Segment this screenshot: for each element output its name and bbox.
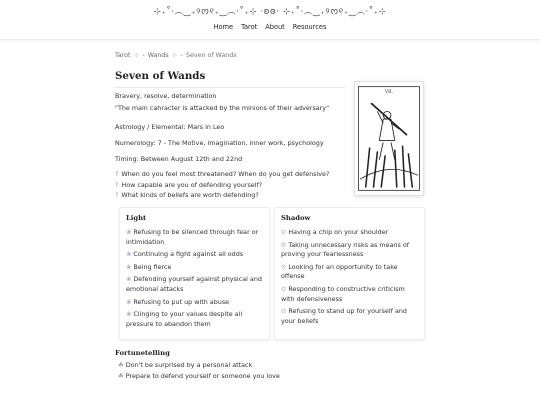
flower-icon: ❀ [126,262,132,271]
light-item-text: Being fierce [133,262,172,271]
light-title: Light [126,214,147,223]
breadcrumb-separator: ⊹ ࣪ ˖ [171,52,184,59]
shadow-item-text: Looking for an opportunity to take offense [281,262,398,281]
breadcrumb-separator: ⊹ ࣪ ˖ [133,52,145,59]
card-keywords: Bravery, resolve, determination [115,92,217,101]
main-nav [0,23,540,33]
breadcrumb [115,51,425,60]
seven-of-wands-illustration [358,85,420,192]
shadow-item-text: Taking unnecessary risks as means of proving your fearlessness [281,240,409,259]
card-astrology: Astrology / Elemental: Mars in Leo [115,122,225,131]
card-numerology: Numerology: 7 - The Motive, imagination, inner work, psychology [115,138,324,147]
question-text: What kinds of beliefs are worth defending? [121,190,259,199]
fortunetelling-section [115,349,425,383]
nav-tarot[interactable]: Tarot [241,23,258,32]
question-icon: ? [115,180,119,189]
star-outline-icon: ✩ [281,307,287,316]
list-item [126,298,263,308]
card-timing: Timing: Between August 12th and 22nd [115,155,243,164]
shadow-item-text: Responding to constructive criticism with defensiveness [281,285,405,303]
fortunetelling-list [115,360,425,382]
flower-icon: ❀ [126,275,132,284]
fortune-item-text: Don't be surprised by a personal attack [125,361,253,370]
shadow-item-text: Having a chip on your shoulder [288,228,389,237]
card-numeral: VII. [385,89,393,95]
question-text: When do you feel most threatened? When do you get defensive? [121,170,330,179]
flower-icon: ❀ [126,297,132,306]
list-item [126,275,263,294]
question-icon: ? [115,170,119,179]
list-item [281,263,418,282]
flower-icon: ❀ [126,228,132,237]
card-page [115,51,425,382]
nav-about[interactable]: About [265,23,285,32]
card-title: Seven of Wands [115,69,345,88]
shadow-title: Shadow [281,214,311,223]
flower-icon: ❀ [126,250,132,259]
fortunetelling-title: Fortunetelling [115,348,170,357]
list-item [115,371,425,382]
light-list [126,228,263,329]
shadow-list [281,228,418,326]
list-item [281,241,418,260]
light-panel [119,207,270,339]
site-logo[interactable]: ⊹₊˚‧︵‿₊୨ᰔ୧₊‿︵‧˚₊⊹ ·ʚɞ· ⊹₊˚‧︵‿₊୨ᰔ୧₊‿︵‧˚₊⊹ [153,7,387,17]
list-item [281,228,418,238]
shadow-item-text: Refusing to stand up for yourself and your beliefs [281,307,407,325]
list-item [126,263,263,273]
list-item [281,285,418,304]
card-image [354,81,424,196]
flower-icon: ❀ [126,310,132,319]
breadcrumb-current: Seven of Wands [186,52,237,59]
light-shadow-panels [119,207,425,339]
breadcrumb-wands[interactable]: Wands [147,52,169,59]
list-item [281,307,418,326]
light-item-text: Refusing to put up with abuse [133,297,230,306]
card-quote: "The main cahracter is attacked by the minions of their adversary" [115,104,330,113]
light-item-text: Continuing a fight against all odds [133,250,244,259]
light-item-text: Refusing to be silenced through fear or intimidation [126,228,259,246]
question-icon: ? [115,190,119,199]
star-outline-icon: ✩ [281,228,287,237]
list-item [115,360,425,371]
question-text: How capable are you of defending yourself? [121,180,263,189]
light-item-text: Defending yourself against physical and emotional attacks [126,275,262,294]
shadow-panel [274,207,425,339]
clover-icon: ☘ [118,372,124,381]
clover-icon: ☘ [118,361,124,370]
star-outline-icon: ✩ [281,262,287,271]
list-item [126,310,263,329]
star-outline-icon: ✩ [281,285,287,294]
light-item-text: Clinging to your values despite all pressure to abandon them [126,310,243,328]
star-outline-icon: ✩ [281,240,287,249]
site-header [0,0,540,40]
nav-resources[interactable]: Resources [292,23,327,32]
list-item [126,228,263,247]
list-item [126,250,263,260]
breadcrumb-tarot[interactable]: Tarot [115,52,131,59]
fortune-item-text: Prepare to defend yourself or someone you love [125,372,280,381]
nav-home[interactable]: Home [213,23,234,32]
